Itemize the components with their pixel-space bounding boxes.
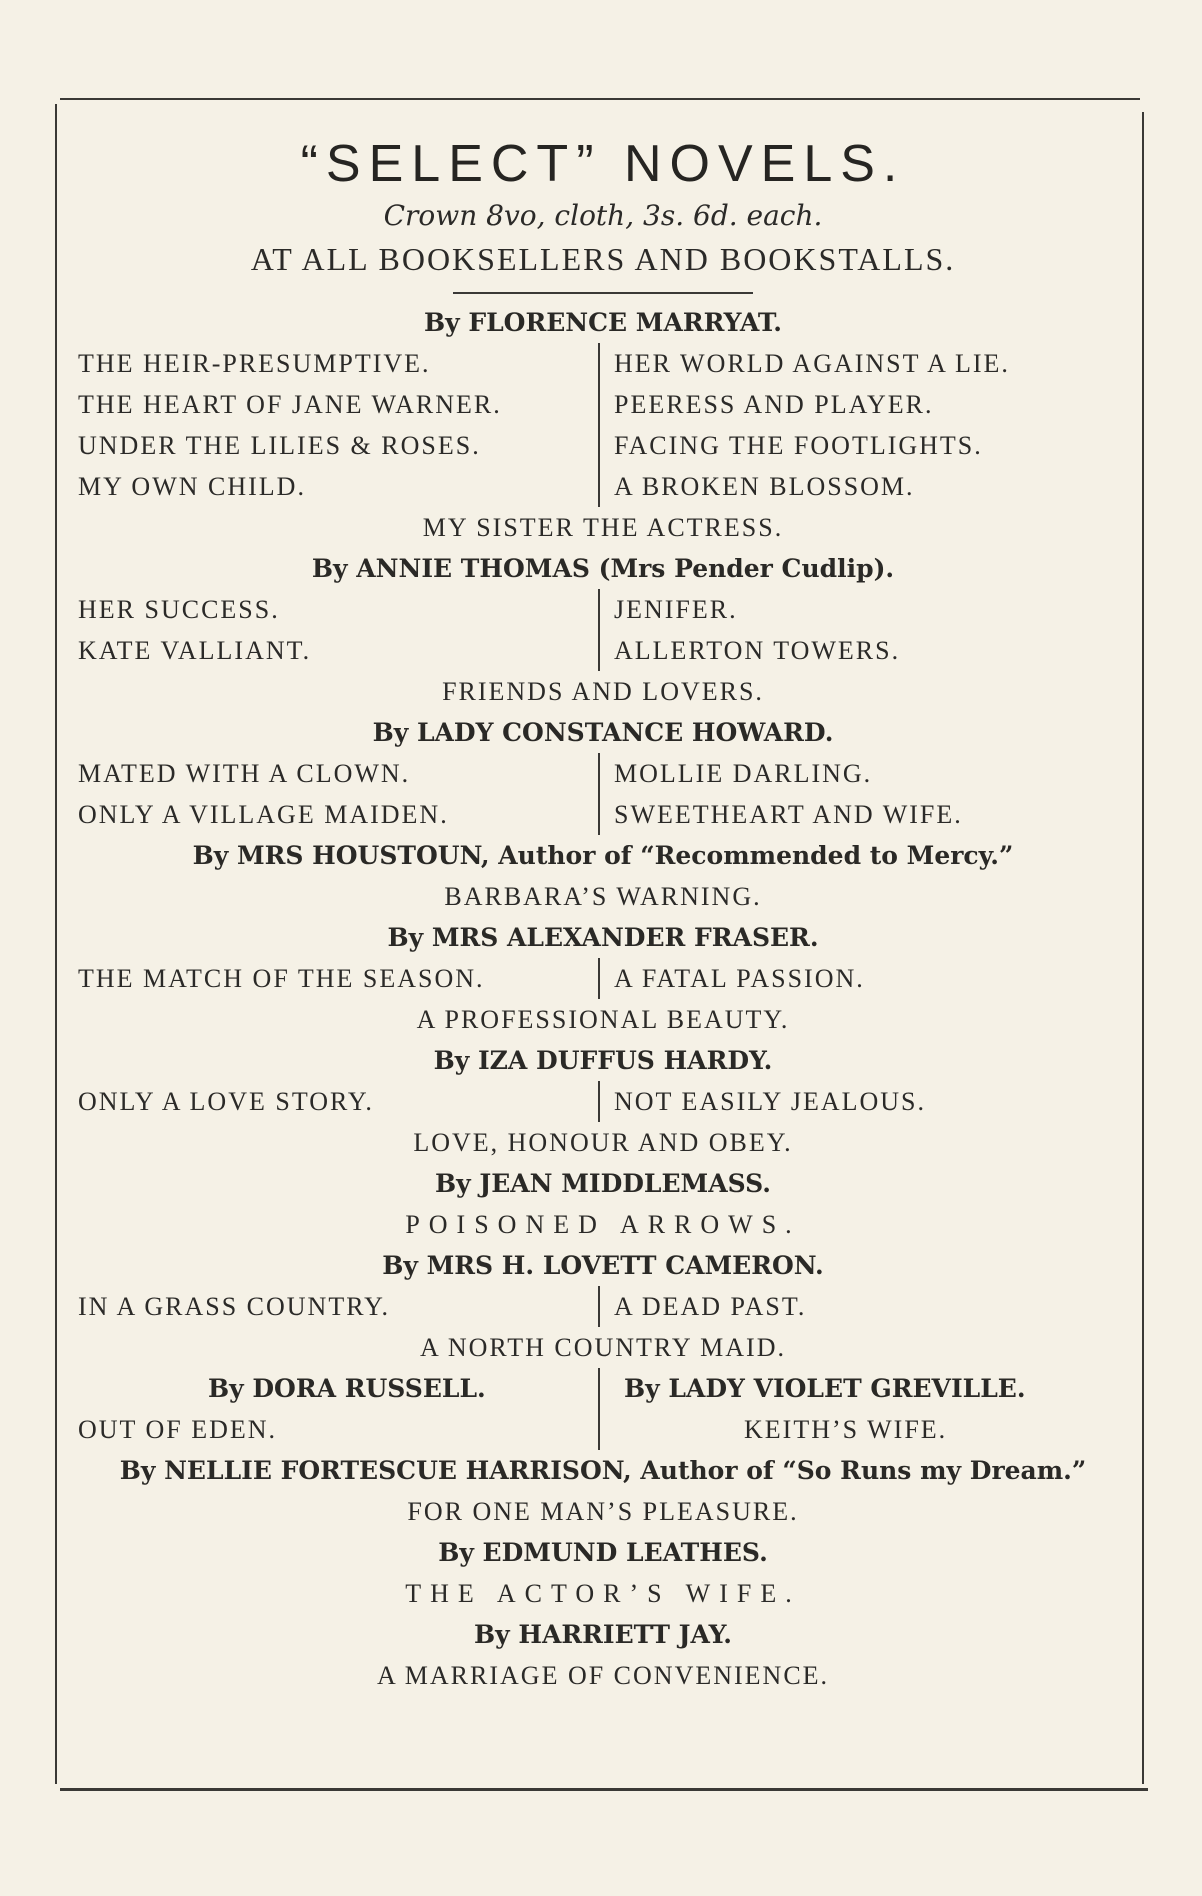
book-title: ALLERTON TOWERS.	[614, 636, 901, 665]
border-top-rule	[60, 98, 1140, 100]
book-title: MY OWN CHILD.	[78, 472, 306, 501]
book-column-left	[78, 1286, 598, 1327]
book-column-left	[78, 958, 598, 999]
book-title: SWEETHEART AND WIFE.	[614, 800, 963, 829]
author-heading-greville: By LADY VIOLET GREVILLE.	[624, 1374, 1026, 1403]
book-title: THE HEART OF JANE WARNER.	[78, 390, 502, 419]
book-column-right	[598, 958, 865, 999]
book-title-centered: FOR ONE MAN’S PLEASURE.	[407, 1497, 799, 1526]
book-column-right	[598, 343, 1010, 507]
book-title-centered: BARBARA’S WARNING.	[444, 882, 762, 911]
book-title: OUT OF EDEN.	[78, 1415, 278, 1444]
border-left-rule	[55, 104, 57, 1784]
book-title: ONLY A VILLAGE MAIDEN.	[78, 800, 449, 829]
book-title: HER SUCCESS.	[78, 595, 280, 624]
book-title: MATED WITH A CLOWN.	[78, 759, 411, 788]
author-heading-leathes: By EDMUND LEATHES.	[438, 1538, 768, 1567]
book-title: NOT EASILY JEALOUS.	[614, 1087, 927, 1116]
advertisement-page	[78, 128, 1128, 1696]
split-author-right	[598, 1368, 1094, 1450]
author-heading-middlemass: By JEAN MIDDLEMASS.	[435, 1169, 771, 1198]
book-columns-thomas	[78, 589, 1128, 671]
book-column-left	[78, 753, 598, 835]
author-heading-houstoun: By MRS HOUSTOUN, Author of “Recommended to Mercy.”	[192, 841, 1014, 870]
book-column-right	[598, 1081, 926, 1122]
book-title: FACING THE FOOTLIGHTS.	[614, 431, 983, 460]
book-title: UNDER THE LILIES & ROSES.	[78, 431, 481, 460]
split-author-block	[78, 1368, 1128, 1450]
availability-line: AT ALL BOOKSELLERS AND BOOKSTALLS.	[250, 241, 956, 277]
author-heading-fraser: By MRS ALEXANDER FRASER.	[387, 923, 819, 952]
book-title: PEERESS AND PLAYER.	[614, 390, 934, 419]
author-heading-marryat: By FLORENCE MARRYAT.	[423, 308, 783, 337]
author-heading-cameron: By MRS H. LOVETT CAMERON.	[382, 1251, 824, 1280]
book-title-centered: MY SISTER THE ACTRESS.	[422, 513, 784, 542]
book-column-left	[78, 343, 598, 507]
format-price-line: Crown 8vo, cloth, 3s. 6d. each.	[383, 199, 823, 232]
book-column-right	[598, 1286, 806, 1327]
book-title: HER WORLD AGAINST A LIE.	[614, 349, 1010, 378]
author-heading-russell: By DORA RUSSELL.	[208, 1374, 486, 1403]
book-title-centered: A PROFESSIONAL BEAUTY.	[416, 1005, 790, 1034]
book-column-right	[598, 753, 963, 835]
book-title-centered: A MARRIAGE OF CONVENIENCE.	[376, 1661, 830, 1690]
book-title-centered: LOVE, HONOUR AND OBEY.	[413, 1128, 793, 1157]
author-heading-jay: By HARRIETT JAY.	[473, 1620, 732, 1649]
book-title: THE MATCH OF THE SEASON.	[78, 964, 485, 993]
book-column-right	[598, 589, 900, 671]
book-title: A DEAD PAST.	[614, 1292, 807, 1321]
book-title: A FATAL PASSION.	[614, 964, 865, 993]
book-column-left	[78, 589, 598, 671]
author-heading-howard: By LADY CONSTANCE HOWARD.	[372, 718, 834, 747]
page-title: “SELECT” NOVELS.	[300, 135, 906, 193]
book-title: KATE VALLIANT.	[78, 636, 312, 665]
book-title-centered: THE ACTOR’S WIFE.	[405, 1579, 801, 1608]
book-title: JENIFER.	[614, 595, 738, 624]
book-title: A BROKEN BLOSSOM.	[614, 472, 915, 501]
book-title: IN A GRASS COUNTRY.	[78, 1292, 391, 1321]
book-title: ONLY A LOVE STORY.	[78, 1087, 374, 1116]
author-heading-thomas: By ANNIE THOMAS (Mrs Pender Cudlip).	[311, 554, 895, 583]
border-right-rule	[1142, 112, 1144, 1784]
book-title-centered: A NORTH COUNTRY MAID.	[420, 1333, 786, 1362]
book-title-centered: POISONED ARROWS.	[405, 1210, 801, 1239]
book-columns-marryat	[78, 343, 1128, 507]
border-bottom-rule	[60, 1788, 1148, 1791]
book-columns-howard	[78, 753, 1128, 835]
book-title-centered: FRIENDS AND LOVERS.	[442, 677, 764, 706]
author-heading-hardy: By IZA DUFFUS HARDY.	[433, 1046, 773, 1075]
book-columns-fraser	[78, 958, 1128, 999]
author-heading-harrison: By NELLIE FORTESCUE HARRISON, Author of “So Runs my Dream.”	[119, 1456, 1087, 1485]
book-title: KEITH’S WIFE.	[744, 1415, 948, 1444]
header-divider	[453, 292, 753, 294]
book-title: THE HEIR-PRESUMPTIVE.	[78, 349, 431, 378]
book-columns-cameron	[78, 1286, 1128, 1327]
book-column-left	[78, 1081, 598, 1122]
book-title: MOLLIE DARLING.	[614, 759, 873, 788]
book-columns-hardy	[78, 1081, 1128, 1122]
split-author-left	[78, 1368, 598, 1450]
